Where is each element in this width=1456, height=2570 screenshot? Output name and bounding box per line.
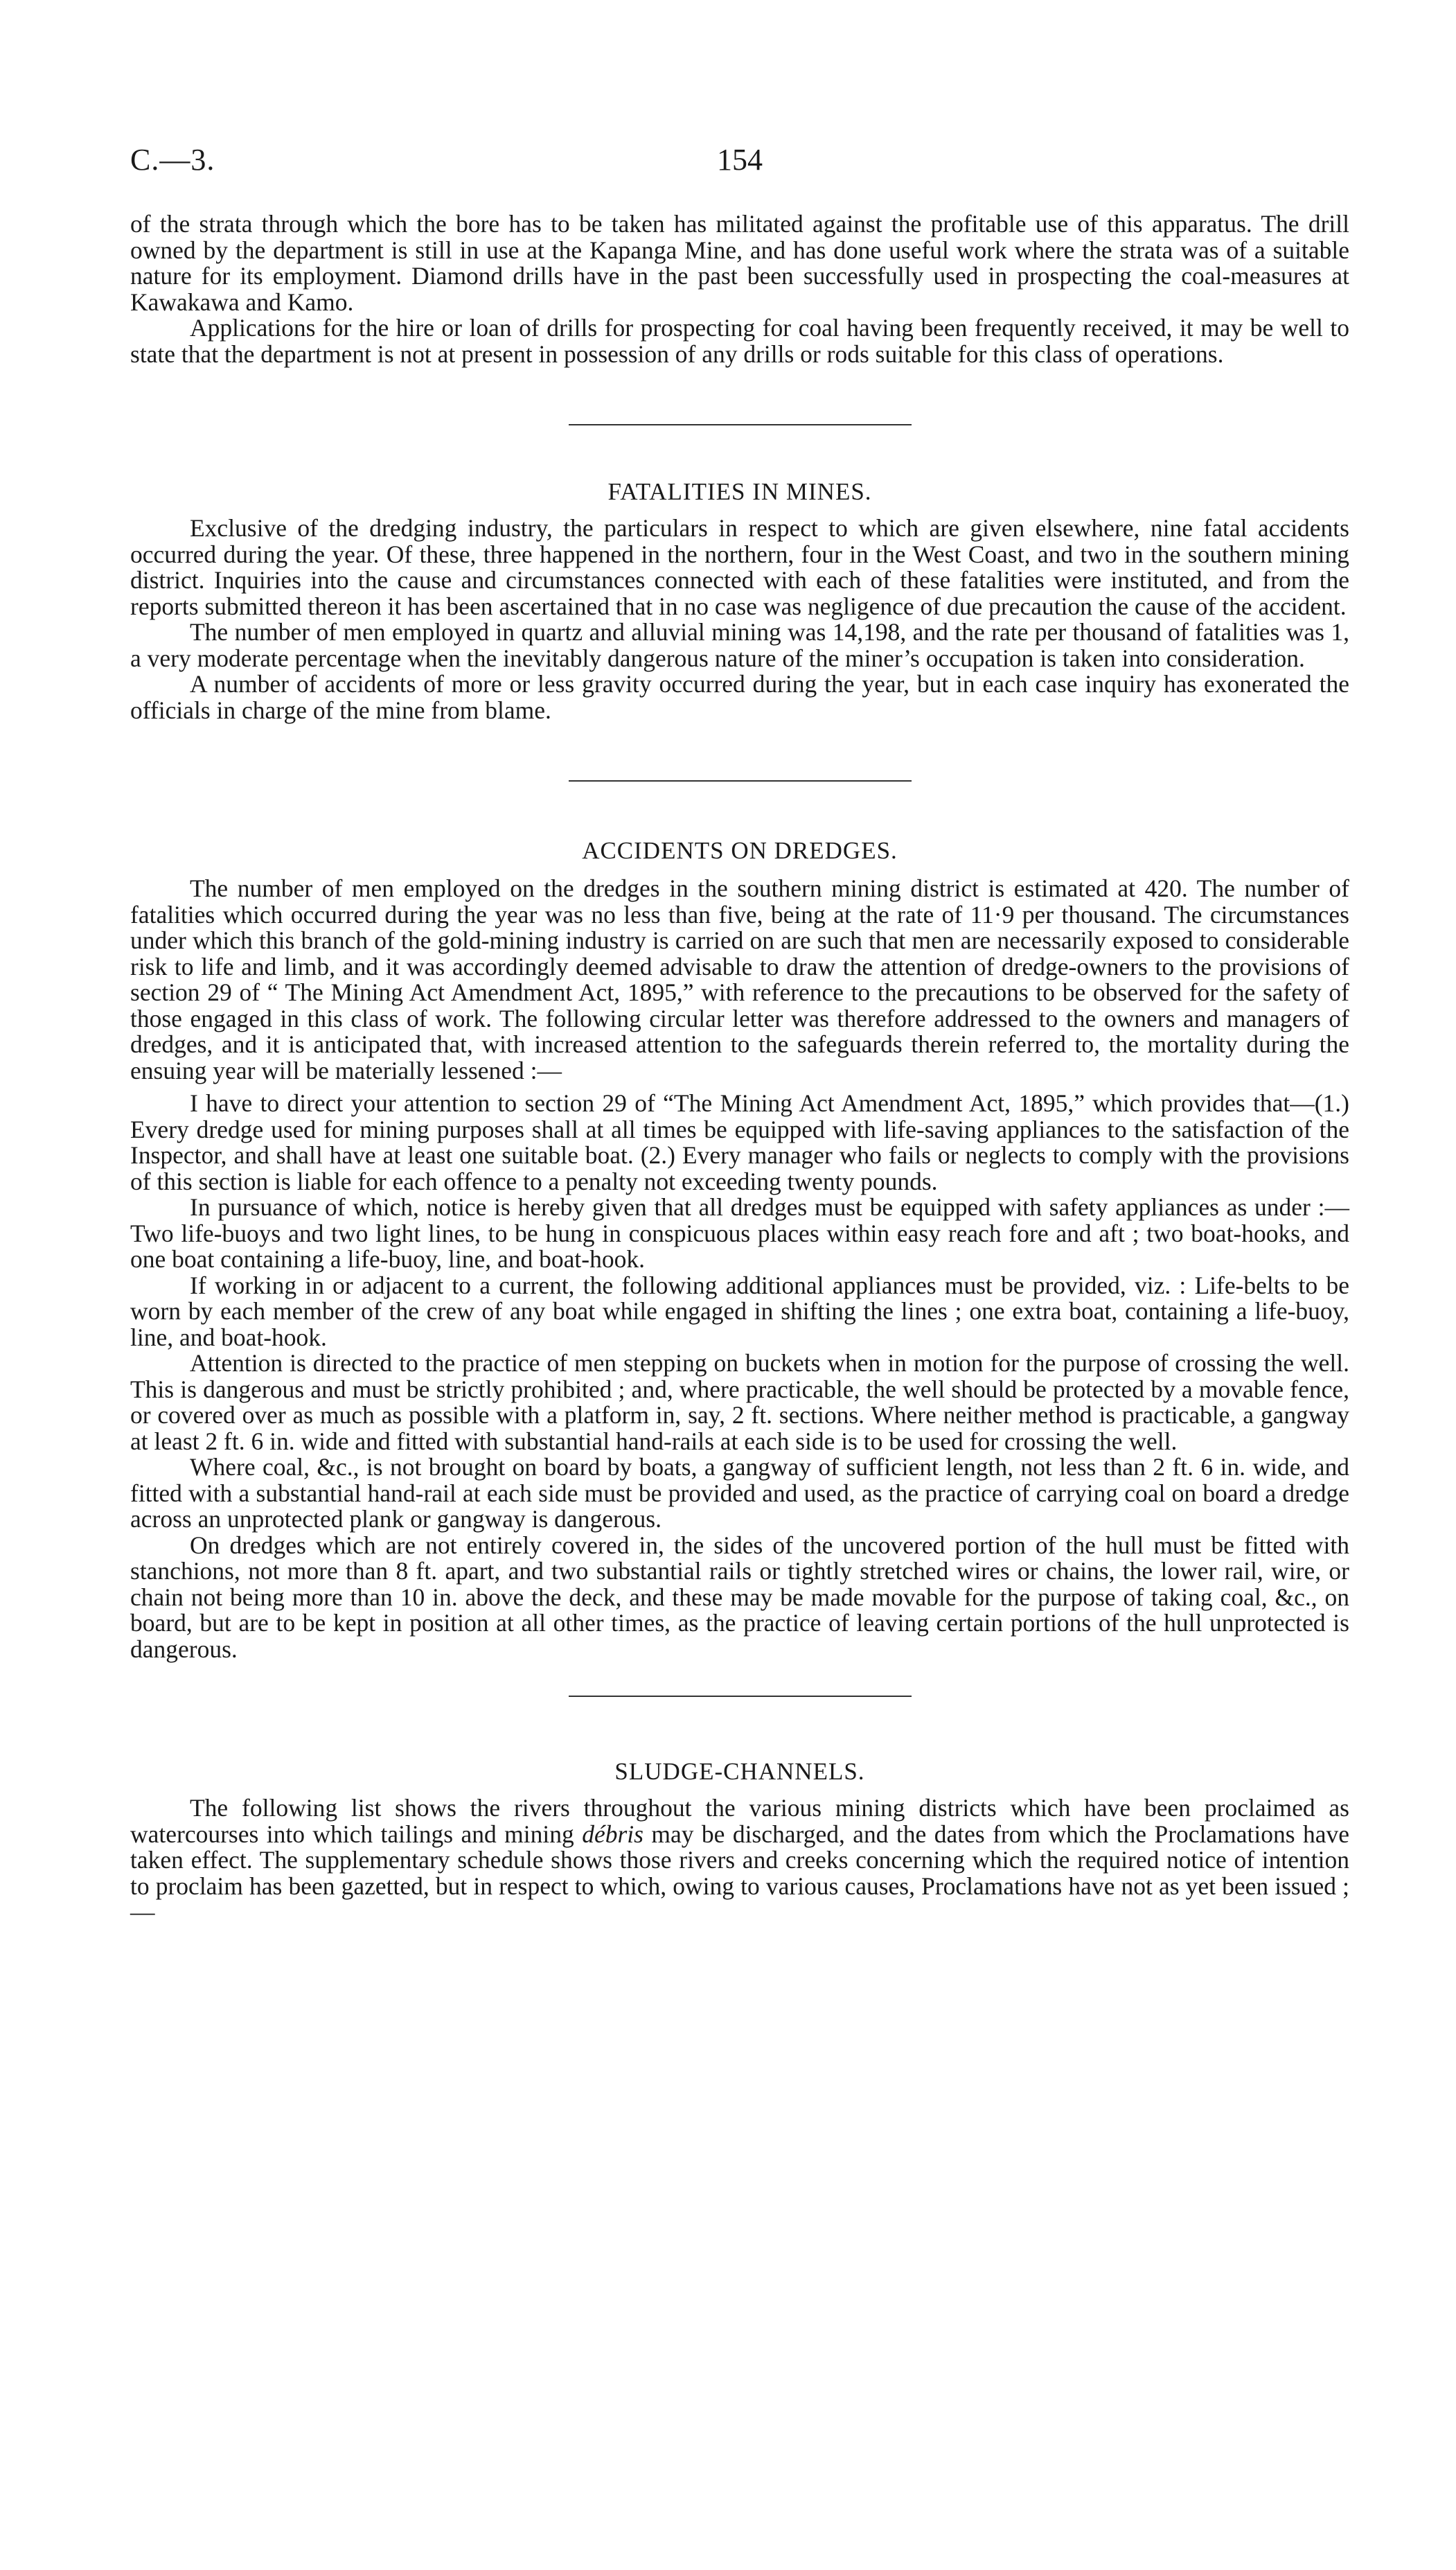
document-body — [130, 211, 1349, 1926]
dredges-intro-paragraph: The number of men employed on the dredges in the southern mining district is estimated at 420. The number of fatalities which occurred during the year was no less than five, being at the rate of 11·9 per thousand. The circumstances under which this branch of the gold-mining industry is carried on are such that men are necessarily exposed to considerable risk to life and limb, and it was accordingly deemed advisable to draw the attention of dredge-owners to the provisions of section 29 of “ The Mining Act Amendment Act, 1895,” with reference to the precautions to be observed for the safety of those engaged in this class of work. The following circular letter was therefore addressed to the owners and managers of dredges, and it is anticipated that, with increased attention to the safeguards therein referred to, the mortality during the ensuing year will be materially lessened :— — [130, 874, 1349, 1084]
sludge-text-start: The following list shows the rivers throughout the various mining districts which have been proclaimed as watercourses into which tailings and mining — [130, 1794, 1349, 1848]
section-divider — [569, 1696, 912, 1697]
intro-paragraph-1: of the strata through which the bore has to be taken has militated against the profitable use of this apparatus. The drill owned by the department is still in use at the Kapanga Mine, and has done useful work where the strata was of a suitable nature for its employment. Diamond drills have in the past been successfully used in prospecting the coal-measures at Kawakawa and Kamo. — [130, 210, 1349, 316]
section-divider — [569, 424, 912, 425]
circular-paragraph-5: Where coal, &c., is not brought on board by boats, a gangway of sufficient length, not less than 2 ft. 6 in. wide, and fitted with a substantial hand-rail at each side must be provided and used, as the practice of carrying coal on board a dredge across an unprotected plank or gangway is dangerous. — [130, 1453, 1349, 1533]
fatalities-paragraph-3: A number of accidents of more or less gravity occurred during the year, but in each case inquiry has exonerated the officials in charge of the mine from blame. — [130, 670, 1349, 724]
fatalities-paragraph-1: Exclusive of the dredging industry, the particulars in respect to which are given elsewhere, nine fatal accidents occurred during the year. Of these, three happened in the northern, four in the West Coast, and two in the southern mining district. Inquiries into the cause and circumstances connected with each of these fatalities were instituted, and from the reports submitted thereon it has been ascertained that in no case was negligence of due precaution the cause of the accident. — [130, 514, 1349, 620]
section-heading-fatalities: FATALITIES IN MINES. — [607, 478, 872, 505]
section-divider — [569, 780, 912, 782]
circular-paragraph-4: Attention is directed to the practice of men stepping on buckets when in motion for the purpose of crossing the well. This is dangerous and must be strictly prohibited ; and, where practicable, the well should be protected by a movable fence, or covered over as much as possible with a platform in, say, 2 ft. sections. Where neither method is practicable, a gangway at least 2 ft. 6 in. wide and fitted with substantial hand-rails at each side is to be used for crossing the well. — [130, 1349, 1349, 1455]
circular-paragraph-6: On dredges which are not entirely covered in, the sides of the uncovered portion of the hull must be fitted with stanchions, not more than 8 ft. apart, and two substantial rails or tightly stretched wires or chains, the lower rail, wire, or chain not being more than 10 in. above the deck, and these may be made movable for the purpose of taking coal, &c., on board, but are to be kept in position at all other times, as the practice of leaving certain portions of the hull unprotected is dangerous. — [130, 1531, 1349, 1663]
circular-paragraph-2: In pursuance of which, notice is hereby given that all dredges must be equipped with safety appliances as under :—Two life-buoys and two light lines, to be hung in conspicuous places within easy reach fore and aft ; two boat-hooks, and one boat containing a life-buoy, line, and boat-hook. — [130, 1193, 1349, 1273]
section-heading-sludge: SLUDGE-CHANNELS. — [614, 1758, 865, 1785]
circular-paragraph-1: I have to direct your attention to section 29 of “The Mining Act Amendment Act, 1895,” which provides that—(1.) Every dredge used for mining purposes shall at all times be equipped with life-saving appliances to the satisfaction of the Inspector, and shall have at least one suitable boat. (2.) Every manager who fails or neglects to comply with the provisions of this section is liable for each offence to a penalty not exceeding twenty pounds. — [130, 1089, 1349, 1195]
page-header — [130, 142, 1349, 184]
page-number: 154 — [717, 143, 763, 177]
sludge-text-end: may be discharged, and the dates from which the Proclamations have taken effect. The supplementary schedule shows those rivers and creeks concerning which the required notice of intention to proclaim has been gazetted, but in respect to which, owing to various causes, Proclamations have not as yet been issued ;— — [130, 1820, 1350, 1926]
intro-paragraph-2: Applications for the hire or loan of drills for prospecting for coal having been frequently received, it may be well to state that the department is not at present in possession of any drills or rods suitable for this class of operations. — [130, 314, 1349, 368]
document-reference: C.—3. — [130, 143, 215, 177]
fatalities-paragraph-2: The number of men employed in quartz and alluvial mining was 14,198, and the rate per thousand of fatalities was 1, a very moderate percentage when the inevitably dangerous nature of the miner’s occupation is taken into consideration. — [130, 618, 1349, 672]
sludge-paragraph — [130, 1795, 1349, 1926]
sludge-text-italic: débris — [582, 1820, 643, 1848]
circular-paragraph-3: If working in or adjacent to a current, the following additional appliances must be provided, viz. : Life-belts to be worn by each member of the crew of any boat while engaged in shifting the lines ; one extra boat, containing a life-buoy, line, and boat-hook. — [130, 1271, 1349, 1351]
section-heading-dredges: ACCIDENTS ON DREDGES. — [582, 837, 898, 864]
